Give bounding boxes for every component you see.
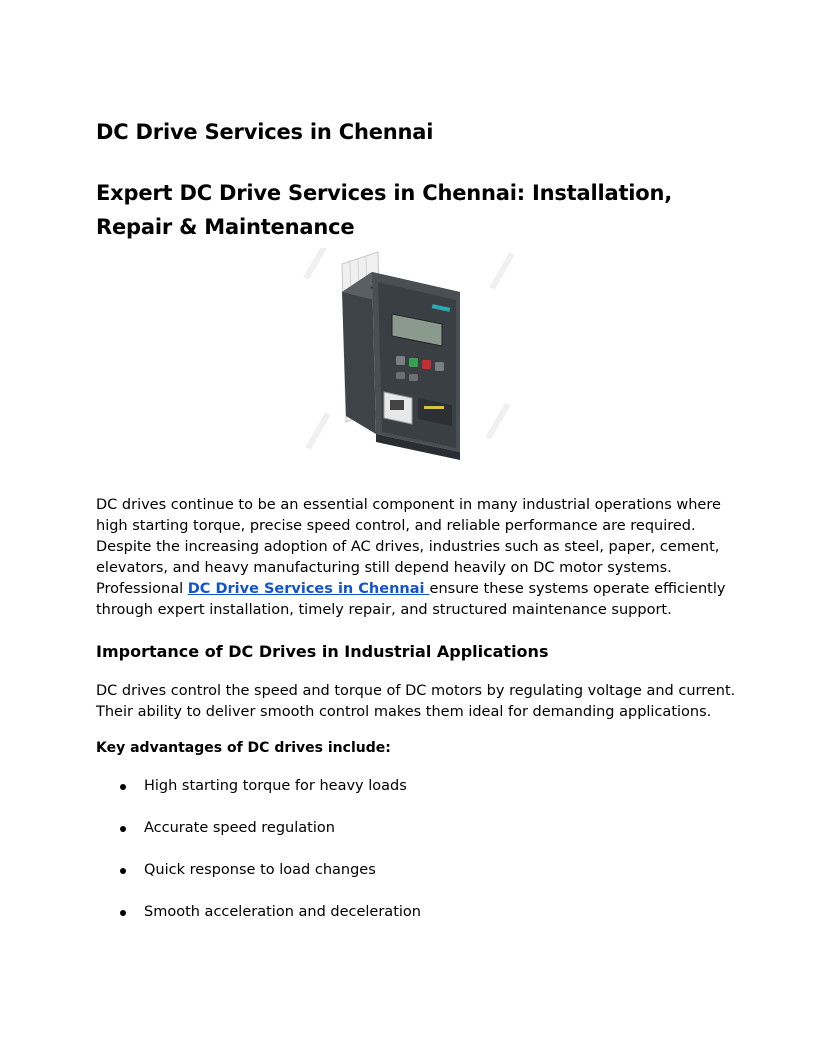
bullet-icon <box>120 868 126 874</box>
list-item-text: High starting torque for heavy loads <box>144 778 407 794</box>
list-item-text: Smooth acceleration and deceleration <box>144 904 421 920</box>
intro-paragraph <box>96 495 736 621</box>
section-heading: Importance of DC Drives in Industrial Applications <box>96 642 549 661</box>
section-paragraph: DC drives control the speed and torque of DC motors by regulating voltage and current. Their ability to deliver smooth control makes them ideal for demanding applications. <box>96 683 736 720</box>
list-item-text: Accurate speed regulation <box>144 820 335 836</box>
bullet-icon <box>120 910 126 916</box>
list-item <box>96 776 421 818</box>
list-item <box>96 860 421 902</box>
page-title: DC Drive Services in Chennai <box>96 120 434 144</box>
intro-text-after: ensure these systems operate efficiently through expert installation, timely repair, and structured maintenance support. <box>96 581 726 618</box>
dc-drive-illustration <box>292 248 524 476</box>
list-item <box>96 818 421 860</box>
list-item-text: Quick response to load changes <box>144 862 376 878</box>
intro-text-before: DC drives continue to be an essential component in many industrial operations where high starting torque, precise speed control, and reliable performance are required. Despite the increasing adoption of AC drives, industries such as steel, paper, cement, elevators, and heavy manufacturing still depend heavily on DC motor systems. Professional <box>96 497 721 597</box>
advantages-list <box>96 776 421 944</box>
key-advantages-label: Key advantages of DC drives include: <box>96 740 391 756</box>
bullet-icon <box>120 826 126 832</box>
dc-drive-services-link[interactable]: DC Drive Services in Chennai <box>187 581 430 597</box>
page-subtitle: Expert DC Drive Services in Chennai: Installation, Repair & Maintenance <box>96 181 673 239</box>
bullet-icon <box>120 784 126 790</box>
product-image <box>292 248 524 476</box>
list-item <box>96 902 421 944</box>
